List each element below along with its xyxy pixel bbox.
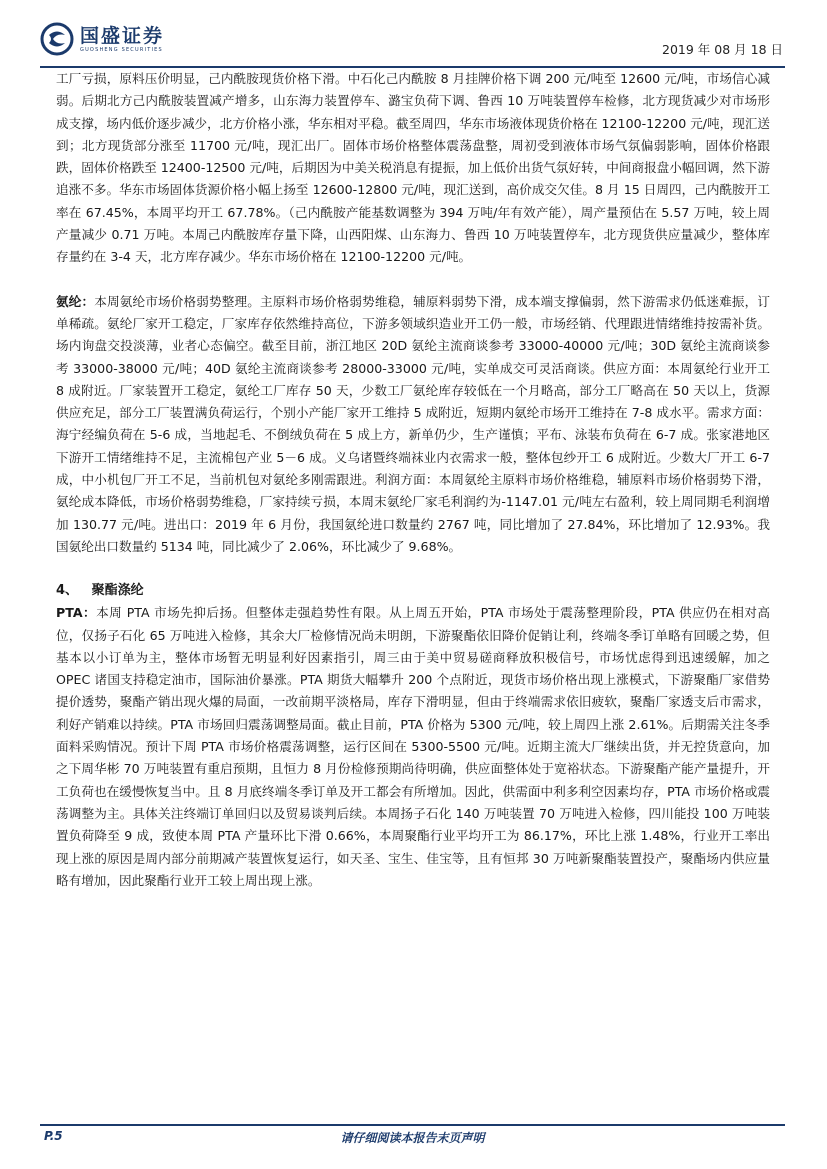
- report-date: 2019 年 08 月 18 日: [662, 42, 783, 57]
- section-number: 4、: [56, 583, 79, 599]
- page-footer: [40, 1124, 785, 1150]
- section-heading: [56, 580, 770, 602]
- logo-mark-icon: [40, 22, 74, 56]
- report-body: [56, 68, 770, 892]
- section-title: 聚酯涤纶: [91, 583, 144, 599]
- logo-subtext: GUOSHENG SECURITIES: [80, 46, 163, 53]
- spandex-label: 氨纶：: [56, 293, 95, 309]
- logo-text: 国盛证券: [80, 24, 165, 47]
- pta-label: PTA：: [56, 605, 97, 621]
- spandex-paragraph: [56, 291, 770, 559]
- caprolactam-paragraph: 工厂亏损，原料压价明显，己内酰胺现货价格下滑。中石化己内酰胺 8 月挂牌价格下调 200 元/吨至 12600 元/吨，市场信心减弱。后期北方己内酰胺装置减产增多，山东海力装置停车、潞宝负荷下调、鲁西 10 万吨装置停车检修，北方现货减少对市场形成支撑，场内低价逐步减少，北方价格小涨，华东相对平稳。截至周四，华东市场液体现货价格在 12100-12200 元/吨，现汇送到；北方现货部分涨至 11700 元/吨，现汇出厂。固体市场价格整体震荡盘整，周初受到液体市场气氛偏弱影响，固体价格跟跌，固体价格跌至 12400-12500 元/吨，后期因为中美关税消息有提振，加上低价出货气氛好转，中间商报盘小幅回调，然下游追涨不多。华东市场固体货源价格小幅上扬至 12600-12800 元/吨，现汇送到，高价成交欠佳。8 月 15 日周四，己内酰胺开工率在 67.45%，本周平均开工 67.78%。（己内酰胺产能基数调整为 394 万吨/年有效产能），周产量预估在 5.57 万吨，较上周产量减少 0.71 万吨。本周己内酰胺库存量下降，山西阳煤、山东海力、鲁西 10 万吨装置停车，北方现货供应量减少，整体库存量约在 3-4 天，北方库存减少。华东市场价格在 12100-12200 元/吨。: [56, 71, 771, 265]
- pta-text: 本周 PTA 市场先抑后扬。但整体走强趋势性有限。从上周五开始，PTA 市场处于震荡整理阶段，PTA 供应仍在相对高位，仅扬子石化 65 万吨进入检修，其余大厂检修情况尚未明朗，下游聚酯依旧降价促销让利，终端冬季订单略有回暖之势，但基本以小订单为主，整体市场暂无明显利好因素指引，周三由于美中贸易磋商释放积极信号，市场忧虑得到迅速缓解，加之 OPEC 诸国支持稳定油市，国际油价暴涨。PTA 期货大幅攀升 200 个点附近，现货市场价格出现上涨模式，下游聚酯厂家借势提价透势，聚酯产销出现火爆的局面，一改前期平淡格局，库存下滑明显，但由于终端需求依旧疲软，聚酯厂家透支后市需求，利好产销难以持续。PTA 市场回归震荡调整局面。截止目前，PTA 价格为 5300 元/吨，较上周四上涨 2.61%。后期需关注冬季面料采购情况。预计下周 PTA 市场价格震荡调整，运行区间在 5300-5500 元/吨。近期主流大厂继续出货，并无控货意向，加之下周华彬 70 万吨装置有重启预期，且恒力 8 月份检修预期尚待明确，供应面整体处于宽裕状态。下游聚酯产能产量提升，开工负荷也在缓慢恢复当中。且 8 月底终端冬季订单及开工都会有所增加。因此，供需面中利多利空因素均存，PTA 市场价格或震荡调整为主。具体关注终端订单回归以及贸易谈判后续。本周扬子石化 140 万吨装置 70 万吨进入检修，四川能投 100 万吨装置负荷降至 9 成，致使本周 PTA 产量环比下滑 0.66%，本周聚酯行业平均开工为 86.17%，环比上涨 1.48%，行业开工率出现上涨的原因是周内部分前期减产装置恢复运行，如天圣、宝生、佳宝等，且有恒邦 30 万吨新聚酯装置投产，聚酯场内供应量略有增加，因此聚酯行业开工较上周出现上涨。: [56, 605, 770, 888]
- spandex-text: 本周氨纶市场价格弱势整理。主原料市场价格弱势维稳，辅原料弱势下滑，成本端支撑偏弱，然下游需求仍低迷难振，订单稀疏。氨纶厂家开工稳定，厂家库存依然维持高位，下游多领域织造业开工仍一般，市场经销、代理跟进情绪维持按需补货。场内询盘交投淡薄，业者心态偏空。截至目前，浙江地区 20D 氨纶主流商谈参考 33000-40000 元/吨；30D 氨纶主流商谈参考 33000-38000 元/吨；40D 氨纶主流商谈参考 28000-33000 元/吨，实单成交可灵活商谈。供应方面：本周氨纶行业开工 8 成附近。厂家装置开工稳定，氨纶工厂库存 50 天，少数工厂氨纶库存较低在一个月略高，部分工厂略高在 50 天以上，货源供应充足，部分工厂装置满负荷运行，个别小产能厂家开工维持 5 成附近，短期内氨纶市场开工维持在 7-8 成水平。需求方面：海宁经编负荷在 5-6 成，当地起毛、不倒绒负荷在 5 成上方，新单仍少，生产谨慎；平布、泳装布负荷在 6-7 成。张家港地区下游开工情绪维持不足，主流棉包产业 5－6 成。义乌诸暨终端袜业内衣需求一般，整体包纱开工 6 成附近。少数大厂开工 6-7 成，中小机包厂开工不足，当前机包对氨纶多刚需跟进。利润方面：本周氨纶主原料市场价格维稳，辅原料市场价格弱势下滑，氨纶成本降低，市场价格弱势维稳，厂家持续亏损，本周末氨纶厂家毛利润约为-1147.01 元/吨左右盈利，较上周同期毛利润增加 130.77 元/吨。进出口：2019 年 6 月份，我国氨纶进口数量约 2767 吨，同比增加了 27.84%，环比增加了 12.93%。我国氨纶出口数量约 5134 吨，同比减少了 2.06%，环比减少了 9.68%。: [56, 293, 771, 554]
- page-header: [40, 18, 785, 68]
- page-number: P.5: [44, 1129, 63, 1143]
- company-logo: [40, 22, 164, 56]
- disclaimer-text: 请仔细阅读本报告末页声明: [340, 1131, 485, 1145]
- pta-paragraph: [56, 602, 770, 892]
